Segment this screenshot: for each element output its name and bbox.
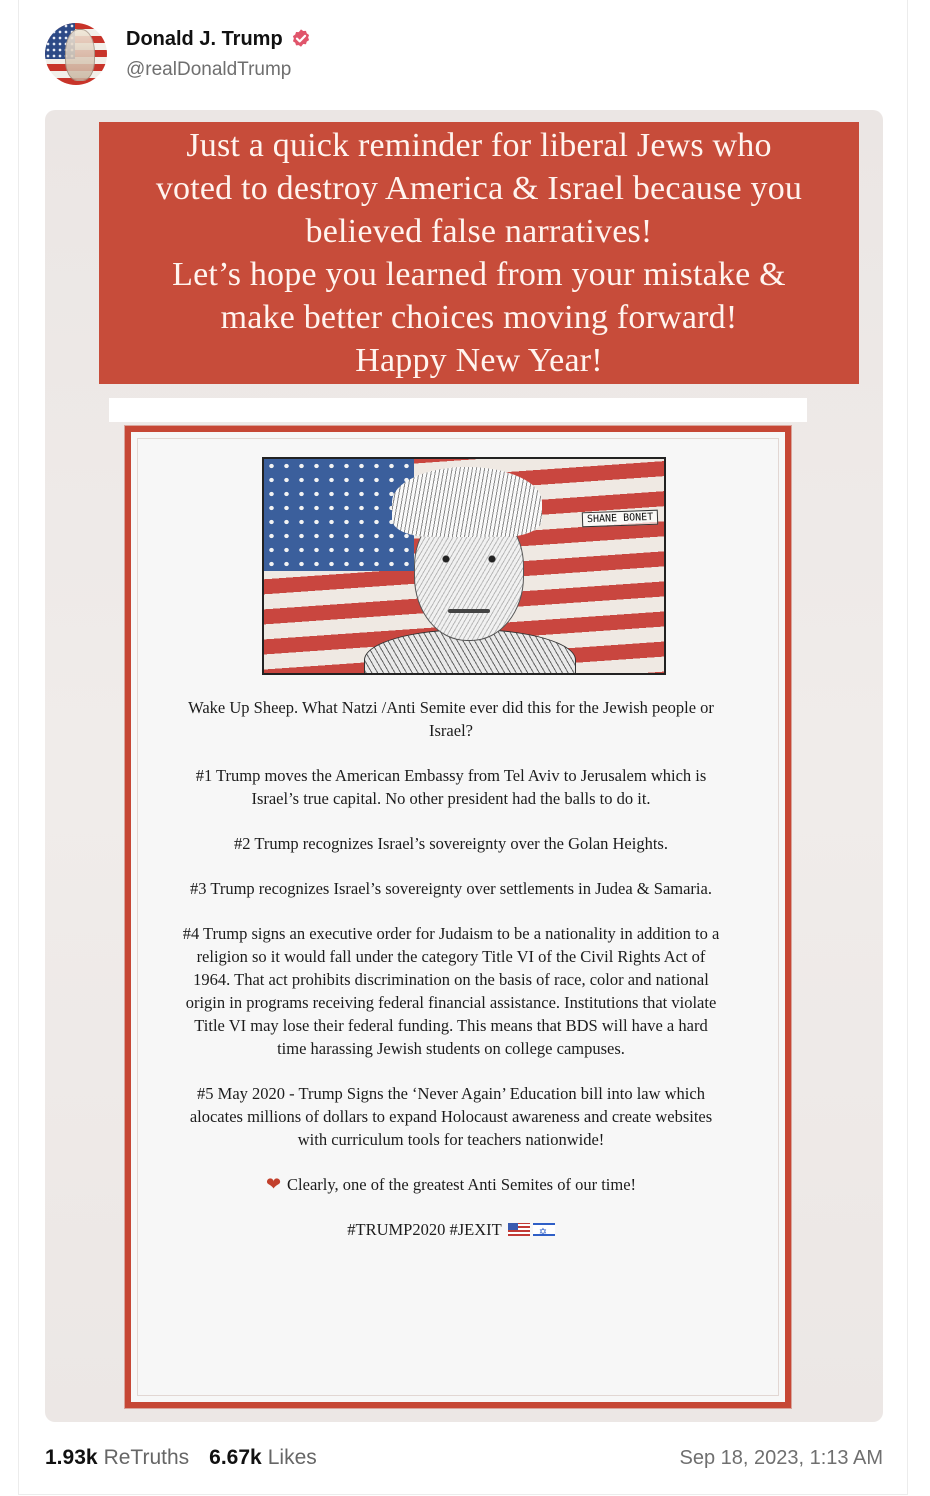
document-paragraph: #3 Trump recognizes Israel’s sovereignty over settlements in Judea & Samaria. (190, 879, 712, 898)
hashtags-text: #TRUMP2020 #JEXIT (347, 1220, 502, 1239)
banner-line: Happy New Year! (355, 342, 603, 379)
image-banner (99, 122, 859, 384)
banner-line: voted to destroy America & Israel because you (155, 170, 803, 207)
artist-signature: SHANE BONET (582, 510, 659, 528)
post-image[interactable] (45, 110, 883, 1422)
white-strip (109, 398, 807, 422)
israel-flag-icon (533, 1223, 555, 1236)
author-info (126, 28, 312, 81)
author-display-name[interactable] (126, 28, 312, 51)
post-timestamp[interactable]: Sep 18, 2023, 1:13 AM (679, 1446, 883, 1469)
verified-badge-icon (290, 28, 312, 50)
post-card (18, 0, 908, 1495)
closing-line (181, 1173, 721, 1196)
likes-label: Likes (267, 1446, 317, 1469)
portrait-hair (392, 467, 542, 537)
closing-line-text: Clearly, one of the greatest Anti Semites of our time! (287, 1175, 637, 1194)
document-paragraph: #5 May 2020 - Trump Signs the ‘Never Again’ Education bill into law which alocates millions of dollars to expand Holocaust awareness and create websites with curriculum tools for teachers nationwide! (189, 1084, 713, 1149)
portrait-mouth (448, 609, 490, 613)
us-flag-icon (508, 1223, 530, 1236)
likes-count: 6.67k (209, 1446, 262, 1469)
document-paragraph: #1 Trump moves the American Embassy from Tel Aviv to Jerusalem which is Israel’s true capital. No other president had the balls to do it. (195, 766, 707, 808)
author-handle[interactable]: @realDonaldTrump (126, 58, 292, 80)
author-name-text: Donald J. Trump (126, 27, 283, 50)
post-footer (45, 1442, 883, 1474)
avatar-face (65, 29, 95, 81)
banner-line: Just a quick reminder for liberal Jews who (186, 127, 772, 164)
banner-line: Let’s hope you learned from your mistake & (172, 256, 786, 293)
portrait-artwork (262, 457, 666, 675)
retruths-label: ReTruths (103, 1446, 190, 1469)
post-header (45, 20, 312, 88)
document-frame (125, 426, 791, 1408)
avatar[interactable] (45, 23, 107, 85)
document-text (181, 696, 721, 1263)
document-paragraph: Wake Up Sheep. What Natzi /Anti Semite ever did this for the Jewish people or Israel? (188, 698, 714, 740)
hashtags-line (181, 1218, 721, 1241)
heart-icon: ❤ (265, 1174, 282, 1194)
likes-stat[interactable] (209, 1446, 317, 1470)
banner-line: believed false narratives! (305, 213, 653, 250)
document-paragraph: #4 Trump signs an executive order for Judaism to be a nationality in addition to a religion so it would fall under the category Title VI of the Civil Rights Act of 1964. That act prohibits discrimination on the basis of race, color and national origin in programs receiving federal financial assistance. Institutions that violate Title VI may lose their federal funding. This means that BDS will have a hard time harassing Jewish students on college campuses. (182, 924, 720, 1058)
retruths-stat[interactable] (45, 1446, 189, 1470)
banner-line: make better choices moving forward! (220, 299, 738, 336)
retruths-count: 1.93k (45, 1446, 98, 1469)
document-paragraph: #2 Trump recognizes Israel’s sovereignty over the Golan Heights. (234, 834, 668, 853)
portrait-eyes (434, 555, 504, 563)
